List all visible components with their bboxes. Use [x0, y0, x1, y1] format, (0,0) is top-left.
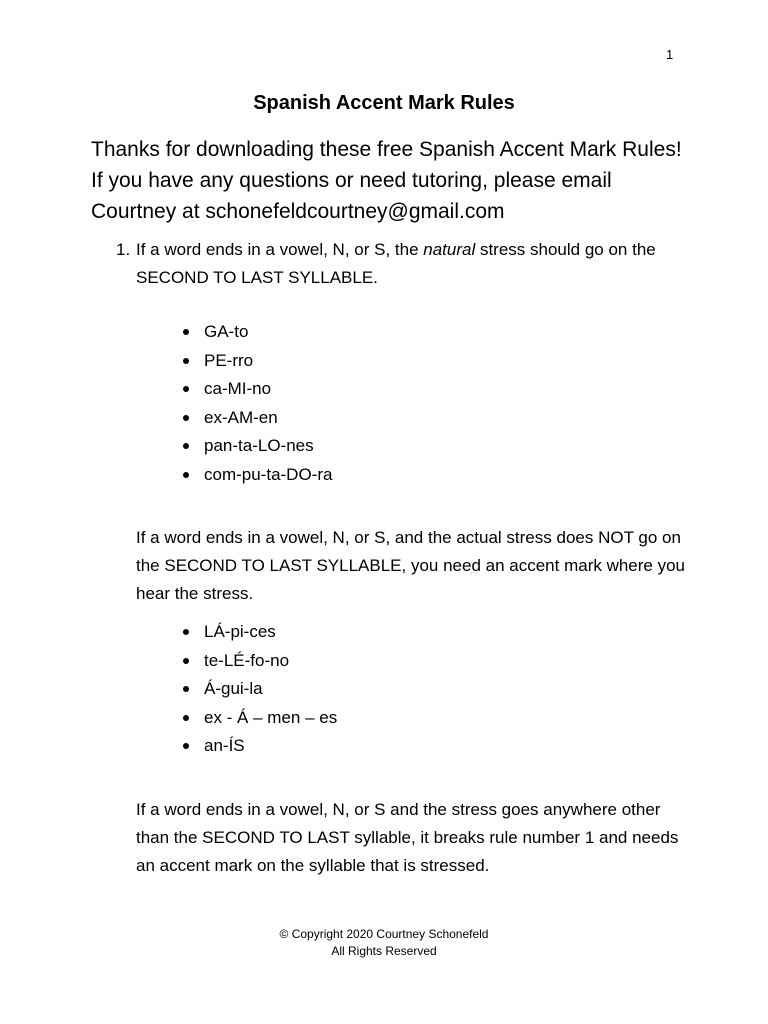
list-item	[183, 618, 337, 647]
rule-text-before: If a word ends in a vowel, N, or S, the	[136, 240, 424, 259]
list-item-text: pan-ta-LO-nes	[204, 436, 314, 455]
list-item	[183, 375, 332, 404]
list-item	[183, 318, 332, 347]
list-item-text: LÁ-pi-ces	[204, 622, 276, 641]
bullet-icon	[183, 329, 189, 335]
list-item-text: GA-to	[204, 322, 249, 341]
intro-line-3: Courtney at schonefeldcourtney@gmail.com	[91, 200, 505, 223]
bullet-icon	[183, 472, 189, 478]
list-item-text: com-pu-ta-DO-ra	[204, 464, 333, 484]
list-item-text: ca-MI-no	[204, 379, 272, 398]
list-item	[183, 675, 337, 704]
rule-text	[136, 236, 696, 292]
natural-stress-examples	[183, 318, 332, 489]
list-item	[183, 347, 332, 376]
intro-paragraph	[91, 134, 711, 227]
list-item-text: an-ÍS	[204, 736, 245, 755]
bullet-icon	[183, 443, 189, 449]
bullet-icon	[183, 386, 189, 392]
list-item-text: Á-gui-la	[204, 679, 263, 698]
list-item	[183, 732, 337, 761]
document-title: Spanish Accent Mark Rules	[253, 92, 515, 114]
list-item	[183, 647, 337, 676]
list-item-text: te-LÉ-fo-no	[204, 650, 290, 670]
bullet-icon	[183, 629, 189, 635]
exception-paragraph: If a word ends in a vowel, N, or S, and the actual stress does NOT go on the SECOND TO LAST SYLLABLE, you need an accent mark where you hear the stress.	[136, 528, 686, 603]
bullet-icon	[183, 715, 189, 721]
rule-text-after: stress should go on the SECOND TO LAST SYLLABLE.	[136, 240, 656, 287]
copyright-text: © Copyright 2020 Courtney Schonefeld	[279, 927, 489, 941]
summary-paragraph: If a word ends in a vowel, N, or S and the stress goes anywhere other than the SECOND TO LAST syllable, it breaks rule number 1 and needs an accent mark on the syllable that is stressed.	[136, 800, 679, 875]
bullet-icon	[183, 415, 189, 421]
list-item	[183, 404, 332, 433]
list-item-text: PE-rro	[204, 350, 254, 370]
intro-line-2: If you have any questions or need tutoring, please email	[91, 169, 612, 192]
page-number: 1	[666, 47, 674, 62]
accented-examples	[183, 618, 337, 761]
intro-line-1: Thanks for downloading these free Spanish Accent Mark Rules!	[91, 138, 682, 161]
list-item-text: ex-AM-en	[204, 407, 278, 427]
rule-1	[116, 236, 696, 292]
bullet-icon	[183, 686, 189, 692]
rights-text: All Rights Reserved	[331, 944, 437, 958]
list-item	[183, 704, 337, 733]
bullet-icon	[183, 658, 189, 664]
list-item-text: ex - Á – men – es	[204, 707, 338, 727]
rule-text-italic: natural	[423, 240, 476, 259]
list-item	[183, 461, 332, 490]
rule-number: 1.	[116, 240, 131, 259]
list-item	[183, 432, 332, 461]
footer	[0, 926, 768, 960]
bullet-icon	[183, 743, 189, 749]
bullet-icon	[183, 358, 189, 364]
